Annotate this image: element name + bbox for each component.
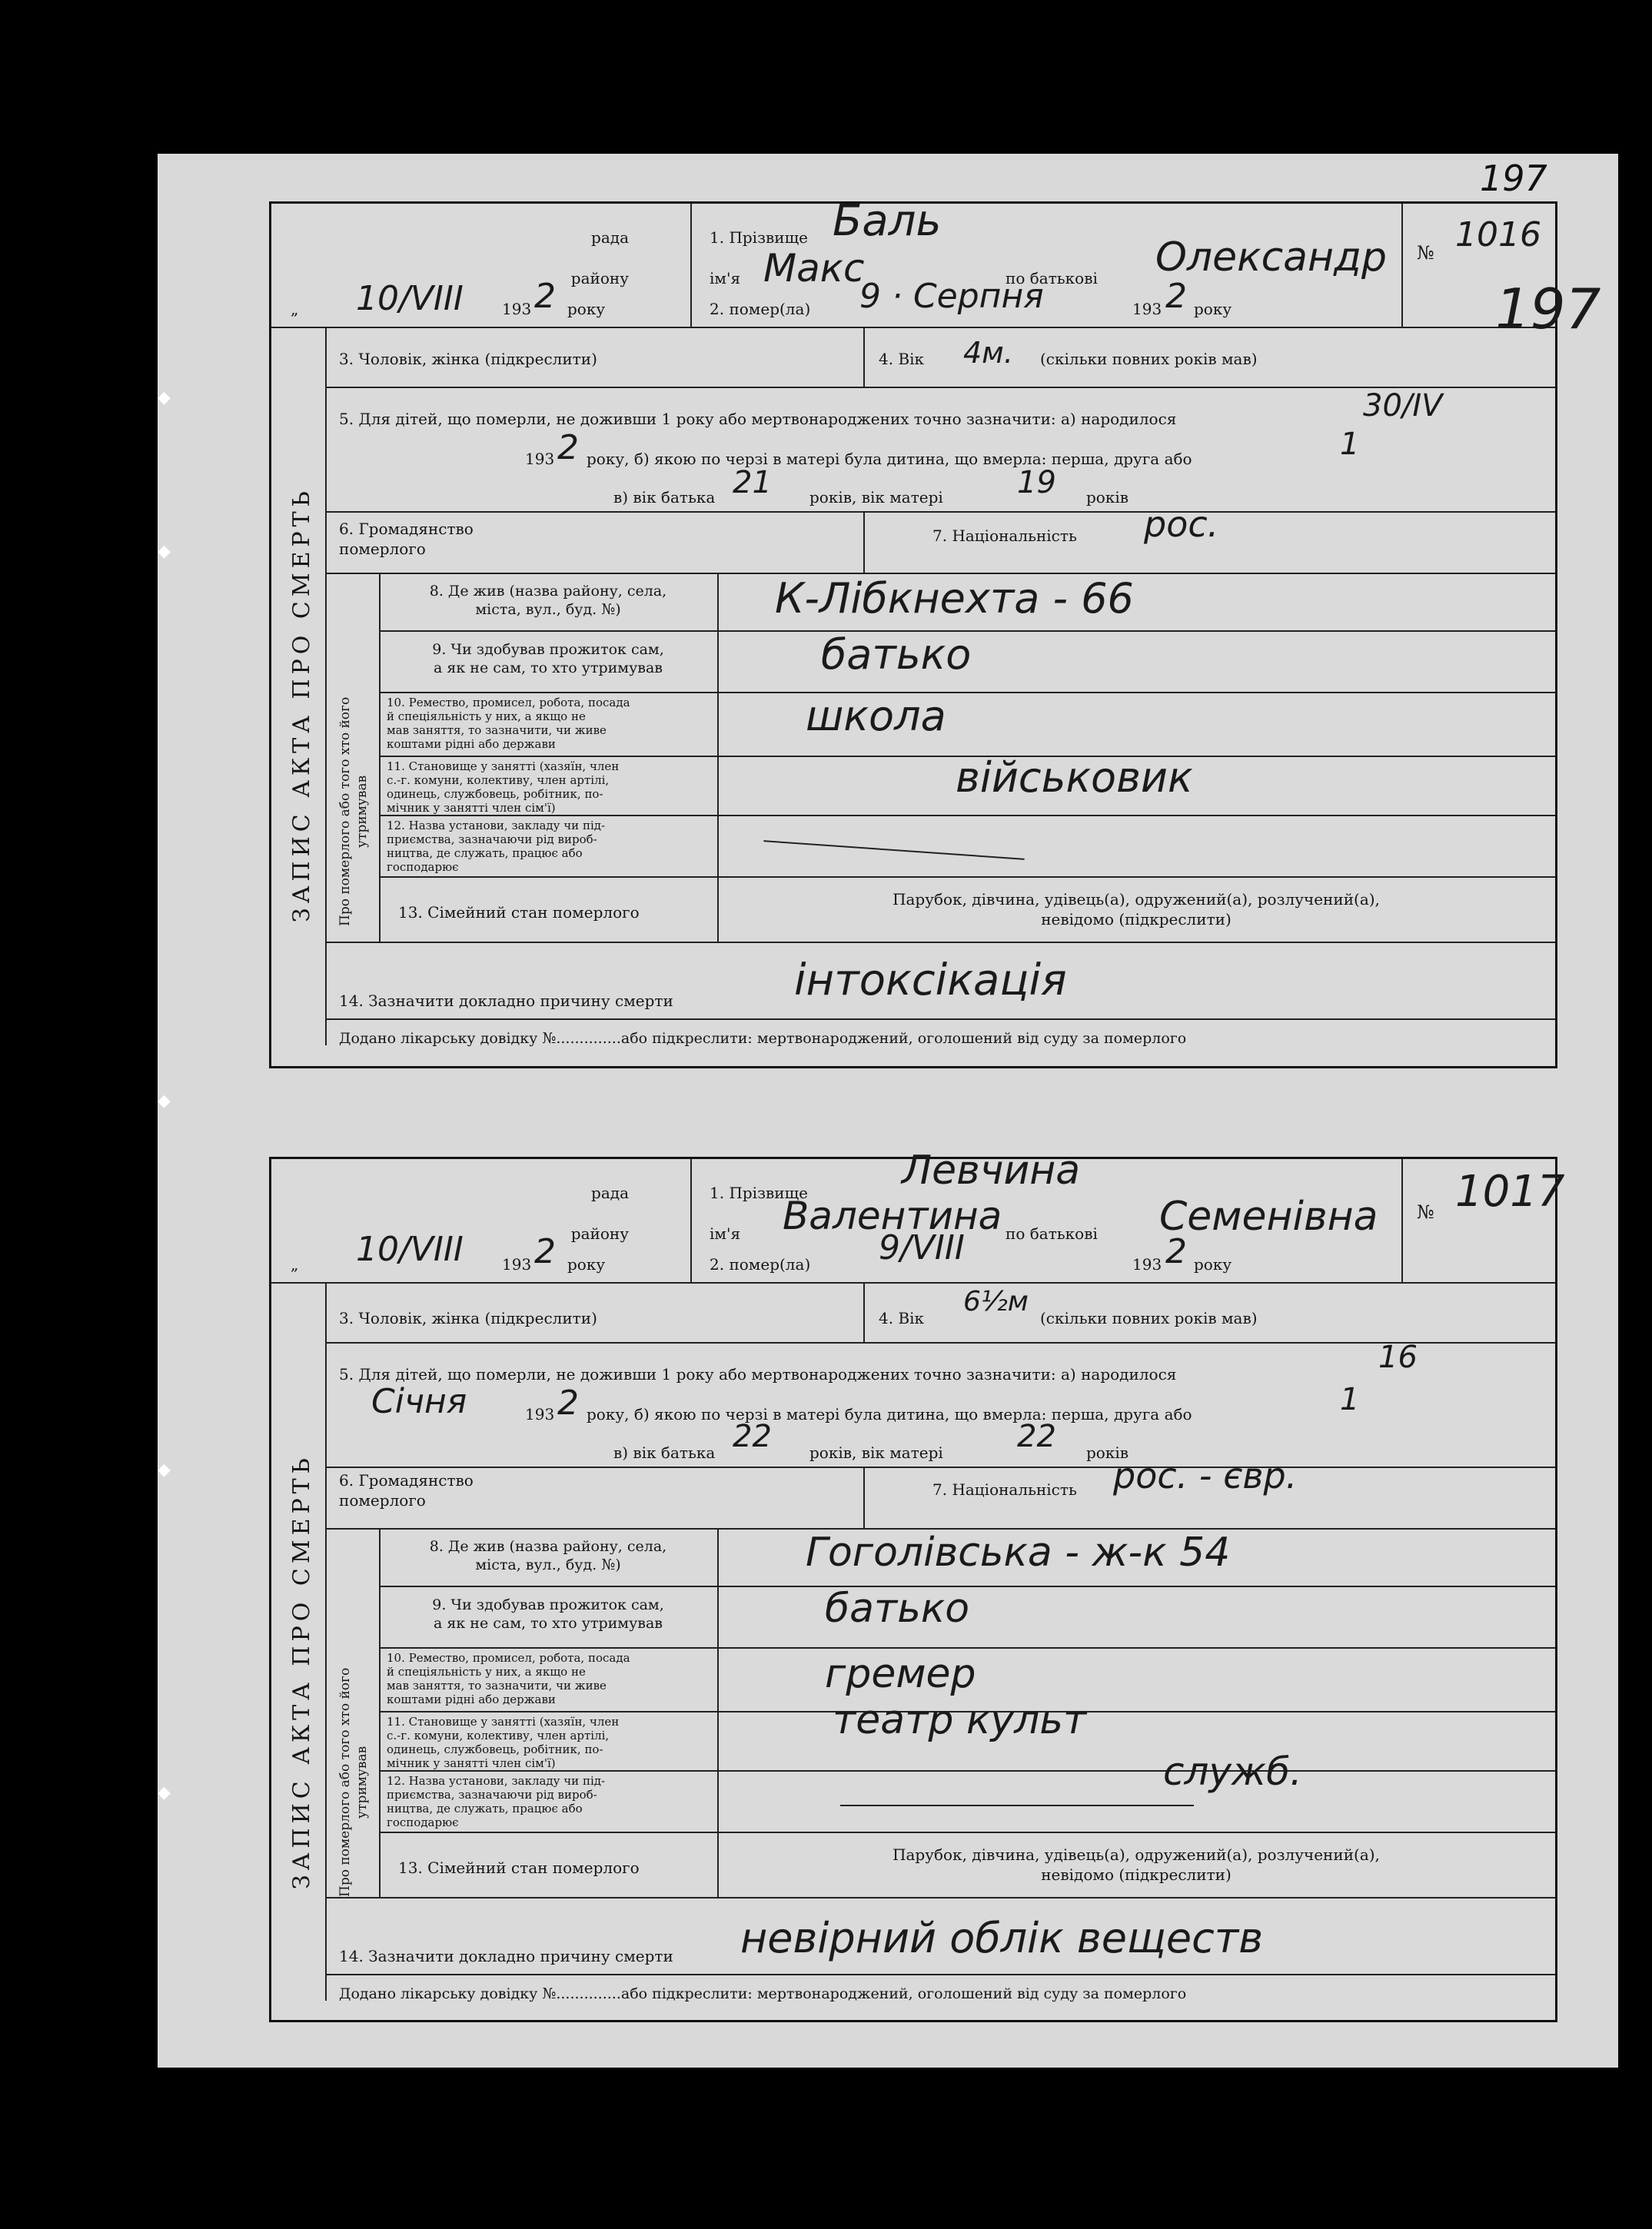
surname-value: Левчина	[902, 1148, 1081, 1194]
label-occupation: 10. Ремество, промисел, робота, посада й спеціяльність у них, а якщо не мав заняття, то зазначити, чи живе коштами рідні або держави	[387, 696, 630, 751]
registration-date: 10/VIII	[356, 279, 464, 318]
side-title: ЗАПИС АКТА ПРО СМЕРТЬ	[288, 1453, 315, 1889]
reg-year: 2	[534, 277, 556, 316]
marital-options: Парубок, дівчина, удівець(а), одружений(а), розлучений(а), невідомо (підкреслити)	[892, 890, 1380, 928]
death-year: 2	[1165, 1232, 1187, 1271]
age-value: 4м.	[963, 336, 1013, 370]
label-occupation: 10. Ремество, промисел, робота, посада й спеціяльність у них, а якщо не мав заняття, то зазначити, чи живе коштами рідні або держави	[387, 1651, 630, 1706]
label-age: 4. Вік	[879, 350, 925, 368]
label-name: ім'я	[710, 269, 741, 287]
death-year-prefix: 193	[1132, 1255, 1162, 1274]
patronymic-value: Семенівна	[1159, 1194, 1378, 1240]
occupation-value: гремер	[825, 1651, 976, 1697]
birth-date: 30/IV	[1363, 388, 1443, 424]
label-father-age: в) вік батька	[613, 1443, 716, 1462]
label-age-note: (скільки повних років мав)	[1040, 1309, 1258, 1327]
birth-order: 1	[1340, 427, 1360, 462]
label-father-age: в) вік батька	[613, 488, 716, 507]
label-infant-info: 5. Для дітей, що померли, не доживши 1 року або мертвонароджених точно зазначити: а) народилося	[339, 1365, 1177, 1384]
label-mother-age: років, вік матері	[809, 488, 943, 507]
birth-year: 2	[557, 1384, 579, 1423]
handwritten-stroke	[763, 840, 1024, 860]
surname-value: Баль	[833, 196, 942, 246]
label-age-note: (скільки повних років мав)	[1040, 350, 1258, 368]
label-nationality: 7. Національність	[932, 1480, 1077, 1499]
label-marital-status: 13. Сімейний стан померлого	[398, 903, 640, 922]
label-surname: 1. Прізвище	[710, 228, 809, 247]
birth-year: 2	[557, 428, 579, 467]
address-value: К-Лібкнехта - 66	[775, 574, 1134, 623]
punch-hole-marker: ◆	[158, 542, 171, 561]
label-citizenship: 6. Громадянство померлого	[339, 1471, 474, 1510]
group-label: Про померлого або того хто його утримував	[337, 696, 370, 926]
reg-year-prefix: 193	[502, 300, 532, 318]
label-patronymic: по батькові	[1005, 1224, 1098, 1243]
label-supported-by: 9. Чи здобував прожиток сам, а як не сам, то хто утримував	[432, 641, 664, 676]
label-roku: року	[1194, 1255, 1232, 1274]
footer-note: Додано лікарську довідку №..............або підкреслити: мертвонароджений, оголошений від суду за померлого	[339, 1985, 1187, 2002]
reg-year-prefix: 193	[502, 1255, 532, 1274]
employment-status-value: військовик	[956, 753, 1193, 802]
label-sex: 3. Чоловік, жінка (підкреслити)	[339, 350, 597, 368]
punch-hole-marker: ◆	[158, 1091, 171, 1111]
death-record-card-1	[269, 196, 1557, 1068]
supported-by-value: батько	[821, 630, 972, 679]
label-surname: 1. Прізвище	[710, 1184, 809, 1202]
handwritten-stroke	[840, 1805, 1194, 1806]
label-citizenship: 6. Громадянство померлого	[339, 520, 474, 558]
name-value: Валентина	[783, 1194, 1002, 1238]
label-address: 8. Де жив (назва району, села, міста, вул., буд. №)	[429, 583, 667, 618]
label-died: 2. помер(ла)	[710, 300, 811, 318]
address-value: Гоголівська - ж-к 54	[806, 1530, 1231, 1576]
label-address: 8. Де жив (назва району, села, міста, вул., буд. №)	[429, 1538, 667, 1573]
death-year-prefix: 193	[1132, 300, 1162, 318]
label-sex: 3. Чоловік, жінка (підкреслити)	[339, 1309, 597, 1327]
birth-year-prefix: 193	[525, 1405, 555, 1423]
label-employment-status: 11. Становище у занятті (хазяїн, член с.-г. комуни, колективу, член артілі, одинець, службовець, робітник, по- мічник у занятті член сім'ї)	[387, 1715, 620, 1770]
death-date: 9 · Серпня	[859, 277, 1044, 316]
label-patronymic: по батькові	[1005, 269, 1098, 287]
label-roku: року	[567, 1255, 606, 1274]
footer-note: Додано лікарську довідку №..............або підкреслити: мертвонароджений, оголошений від суду за померлого	[339, 1030, 1187, 1047]
cause-of-death-value: інтоксікація	[794, 955, 1067, 1005]
label-rayonu: району	[570, 1224, 629, 1243]
father-age: 22	[733, 1419, 772, 1454]
label-rayonu: району	[570, 269, 629, 287]
label-institution: 12. Назва установи, закладу чи під- приємства, зазначаючи рід вироб- ництва, де служать, працює або господарює	[387, 819, 606, 874]
employment-status-value: театр культ	[833, 1697, 1087, 1743]
mother-age: 19	[1017, 465, 1056, 500]
label-institution: 12. Назва установи, закладу чи під- приємства, зазначаючи рід вироб- ництва, де служать, працює або господарює	[387, 1774, 606, 1829]
occupation-value: школа	[806, 692, 946, 740]
label-nationality: 7. Національність	[932, 527, 1077, 545]
birth-date: 16	[1378, 1340, 1418, 1375]
label-mother-age: років, вік матері	[809, 1443, 943, 1462]
nationality-value: рос.	[1144, 503, 1219, 545]
label-roku: року	[567, 300, 606, 318]
label-employment-status: 11. Становище у занятті (хазяїн, член с.-г. комуни, колективу, член артілі, одинець, службовець, робітник, по- мічник у занятті член сім'ї)	[387, 759, 620, 815]
label-rada: рада	[591, 1184, 629, 1202]
cause-of-death-value: невірний облік веществ	[740, 1914, 1264, 1962]
mother-age: 22	[1017, 1419, 1056, 1454]
label-number: №	[1417, 242, 1434, 264]
label-rada: рада	[591, 228, 629, 247]
group-label: Про померлого або того хто його утримував	[337, 1667, 370, 1897]
nationality-value: рос. - євр.	[1113, 1455, 1298, 1497]
label-cause-of-death: 14. Зазначити докладно причину смерти	[339, 1947, 673, 1965]
margin-note: 197	[1495, 277, 1601, 341]
label-supported-by: 9. Чи здобував прожиток сам, а як не сам, то хто утримував	[432, 1596, 664, 1632]
father-age: 21	[733, 465, 772, 500]
reg-year: 2	[534, 1232, 556, 1271]
date-open-quote: „	[291, 1255, 299, 1274]
label-infant-info: 5. Для дітей, що померли, не доживши 1 року або мертвонароджених точно зазначити: а) народилося	[339, 410, 1177, 428]
label-name: ім'я	[710, 1224, 741, 1243]
date-open-quote: „	[291, 300, 299, 318]
side-title: ЗАПИС АКТА ПРО СМЕРТЬ	[288, 487, 315, 922]
birth-month: Січня	[371, 1382, 467, 1421]
punch-hole-marker: ◆	[158, 1460, 171, 1480]
institution-value: служб.	[1163, 1749, 1302, 1794]
label-died: 2. помер(ла)	[710, 1255, 811, 1274]
label-number: №	[1417, 1201, 1434, 1223]
label-years: років	[1086, 1443, 1128, 1462]
record-number: 1016	[1455, 215, 1541, 254]
birth-year-prefix: 193	[525, 450, 555, 468]
label-birth-order: року, б) якою по черзі в матері була дитина, що вмерла: перша, друга або	[587, 450, 1192, 468]
registration-date: 10/VIII	[356, 1230, 464, 1269]
age-value: 6½м	[963, 1286, 1029, 1317]
record-number: 1017	[1455, 1167, 1565, 1217]
death-date: 9/VIII	[879, 1228, 965, 1267]
label-roku: року	[1194, 300, 1232, 318]
punch-hole-marker: ◆	[158, 388, 171, 407]
label-birth-order: року, б) якою по черзі в матері була дитина, що вмерла: перша, друга або	[587, 1405, 1192, 1423]
patronymic-value: Олександр	[1155, 234, 1387, 281]
birth-order: 1	[1340, 1382, 1360, 1417]
page-number: 197	[1480, 158, 1547, 199]
supported-by-value: батько	[825, 1586, 970, 1632]
death-record-card-2	[269, 1148, 1565, 2022]
name-value: Макс	[763, 246, 865, 291]
label-cause-of-death: 14. Зазначити докладно причину смерти	[339, 992, 673, 1010]
label-years: років	[1086, 488, 1128, 507]
death-year: 2	[1165, 277, 1187, 316]
label-marital-status: 13. Сімейний стан померлого	[398, 1859, 640, 1877]
punch-hole-marker: ◆	[158, 1783, 171, 1802]
marital-options: Парубок, дівчина, удівець(а), одружений(а), розлучений(а), невідомо (підкреслити)	[892, 1845, 1380, 1884]
label-age: 4. Вік	[879, 1309, 925, 1327]
